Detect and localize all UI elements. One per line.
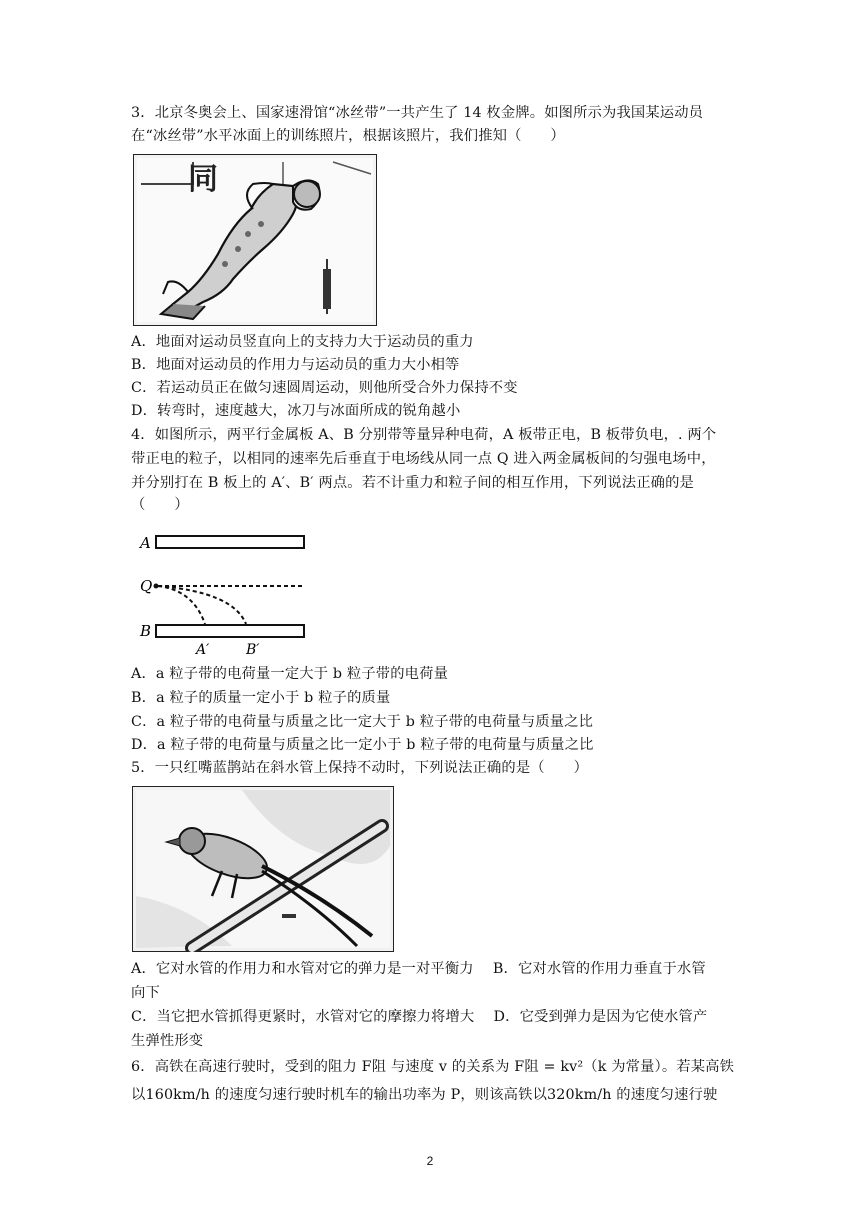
q3-option-d: D．转弯时，速度越大，冰刀与冰面所成的锐角越小	[131, 403, 461, 419]
q4-point-q	[154, 584, 159, 589]
q3-option-a: A．地面对运动员竖直向上的支持力大于运动员的重力	[131, 334, 474, 350]
q3-option-c: C．若运动员正在做匀速圆周运动，则他所受合外力保持不变	[131, 380, 518, 396]
q4-option-c: C．a 粒子带的电荷量与质量之比一定大于 b 粒子带的电荷量与质量之比	[131, 714, 594, 730]
q4-stem-line1: 4．如图所示，两平行金属板 A、B 分别带等量异种电荷，A 板带正电，B 板带负电，. 两个	[131, 427, 717, 443]
q5-stem-line1: 5．一只红嘴蓝鹊站在斜水管上保持不动时，下列说法正确的是（ ）	[131, 760, 589, 776]
q4-option-d: D．a 粒子带的电荷量与质量之比一定小于 b 粒子带的电荷量与质量之比	[131, 737, 594, 753]
q4-label-a-prime: A′	[196, 642, 210, 658]
q4-stem-line3: 并分别打在 B 板上的 A′、B′ 两点。若不计重力和粒子间的相互作用，下列说法正确的是	[131, 475, 694, 491]
q4-trajectory-a	[158, 586, 205, 624]
q5-options-cd-line1: C．当它把水管抓得更紧时，水管对它的摩擦力将增大 D．它受到弹力是因为它使水管产	[131, 1009, 708, 1025]
q4-label-a: A	[140, 534, 151, 552]
q4-plate-b	[156, 625, 304, 637]
q4-label-b-prime: B′	[246, 642, 260, 658]
q4-plate-a	[156, 536, 304, 548]
q4-label-b: B	[140, 622, 152, 640]
q3-stem-line1: 3．北京冬奥会上、国家速滑馆“冰丝带”一共产生了 14 枚金牌。如图所示为我国某运动员	[131, 105, 704, 121]
q4-option-a: A．a 粒子带的电荷量一定大于 b 粒子带的电荷量	[131, 666, 449, 682]
q3-stem-line2: 在“冰丝带”水平冰面上的训练照片，根据该照片，我们推知（ ）	[131, 128, 565, 144]
q3-photo-sign: 同	[188, 162, 218, 197]
q6-stem-line1: 6．高铁在高速行驶时，受到的阻力 F阻 与速度 v 的关系为 F阻 = kv²（k 为常量）。若某高铁	[131, 1059, 735, 1075]
q4-stem-line4: （ ）	[131, 497, 189, 513]
q5-options-ab-line2: 向下	[131, 985, 160, 1001]
q5-bird-photo	[132, 786, 394, 952]
page-number: 2	[426, 1154, 434, 1168]
q4-capacitor-diagram	[138, 528, 310, 658]
q4-label-q: Q	[140, 577, 153, 595]
q5-options-cd-line2: 生弹性形变	[131, 1033, 204, 1049]
q4-stem-line2: 带正电的粒子，以相同的速率先后垂直于电场线从同一点 Q 进入两金属板间的匀强电场中，	[131, 451, 716, 467]
q5-options-ab-line1: A．它对水管的作用力和水管对它的弹力是一对平衡力 B．它对水管的作用力垂直于水管	[131, 961, 706, 977]
q3-skater-photo	[133, 154, 377, 326]
q4-option-b: B．a 粒子的质量一定小于 b 粒子的质量	[131, 690, 391, 706]
q3-option-b: B．地面对运动员的作用力与运动员的重力大小相等	[131, 357, 460, 373]
q6-stem-line2: 以160km/h 的速度匀速行驶时机车的输出功率为 P，则该高铁以320km/h 的速度匀速行驶	[131, 1087, 718, 1103]
